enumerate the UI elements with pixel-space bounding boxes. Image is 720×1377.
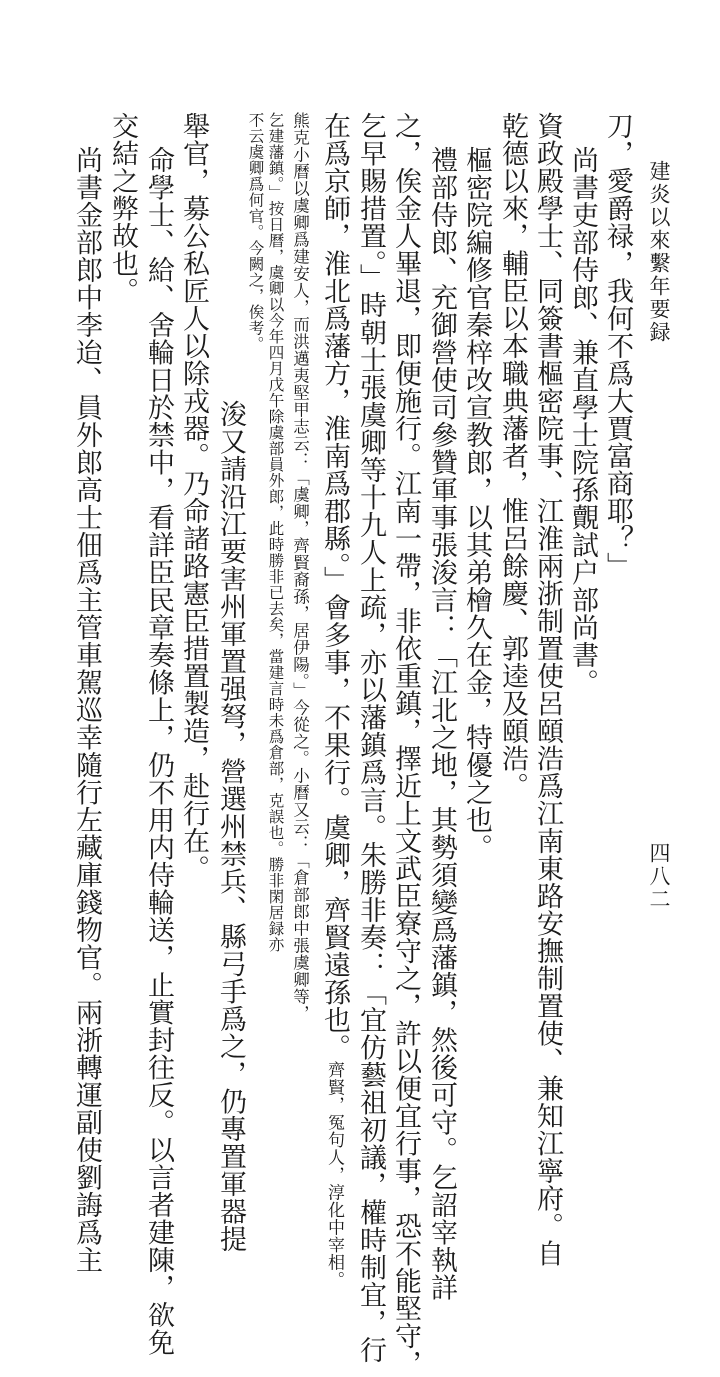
text-column: 尚書吏部侍郎、兼直學士院孫覿試户部尚書。 (567, 146, 598, 696)
text-column: 交結之弊故也。 (107, 112, 138, 305)
text-column: 舉官，募公私匠人以除戎器。乃命諸路憲臣措置製造，赴行在。 (178, 112, 209, 882)
text-column: 尚書金部郎中李迨、員外郎高士佃爲主管車駕巡幸隨行左藏庫錢物官。兩浙轉運副使劉誨爲主 (71, 146, 102, 1274)
text-column: 禮部侍郎、充御營使司參贊軍事張浚言：「江北之地，其勢須變爲藩鎮，然後可守。乞詔宰執詳 (426, 146, 457, 1301)
text-column: 樞密院編修官秦梓改宣教郎，以其弟檜久在金，特優之也。 (461, 146, 492, 861)
text-column: 乾德以來，輔臣以本職典藩者，惟呂餘慶、郭逵及頤浩。 (497, 112, 528, 800)
text-column: 浚又請沿江要害州軍置强弩，營選州禁兵、縣弓手爲之，仍專置軍器提 (215, 400, 246, 1253)
main-text: 在爲京師，淮北爲藩方，淮南爲郡縣。」會多事，不果行。虞卿，齊賢遠孫也。 (319, 112, 350, 1061)
page-number: 四八二 (647, 842, 671, 911)
text-column: 刀，愛爵禄，我何不爲大賈富商耶？」 (602, 112, 633, 580)
text-column: 資政殿學士、同簽書樞密院事、江淮兩浙制置使呂頤浩爲江南東路安撫制置使、兼知江寧府。自 (532, 112, 563, 1267)
text-column (321, 112, 348, 1289)
text-column: 之，俟金人畢退，即便施行。江南一帶，非依重鎮，擇近上文武臣寮守之，許以便宜行事，恐不能堅守， (390, 112, 421, 1377)
text-column: 命學士、給、舍輪日於禁中，看詳臣民章奏條上，仍不用内侍輪送，止實封往反。以言者建陳，欲免 (143, 146, 174, 1356)
text-column: 乞早賜措置。」時朝士張虞卿等十九人上疏，亦以藩鎮爲言。朱勝非奏：「宜仿藝祖初議，權時制宜，行 (355, 112, 386, 1364)
annotation-column: 熊克小曆以虞卿爲建安人，而洪邁夷堅甲志云：「虞卿，齊賢裔孫，居伊陽。」今從之。小曆又云：「倉部郎中張虞卿等， (290, 112, 310, 1022)
annotation-note: 齊賢，冤句人，淳化中宰相。 (324, 1061, 344, 1289)
annotation-column: 不云虞卿爲何官。今闕之，俟考。 (246, 112, 265, 352)
annotation-column: 乞建藩鎮。」按日曆，虞卿以今年四月戊午除虞部員外郎，此時勝非已去矣，當建言時未爲倉部，克誤也。勝非閑居録亦 (266, 112, 285, 953)
book-title: 建炎以來繫年要録 (647, 160, 671, 344)
